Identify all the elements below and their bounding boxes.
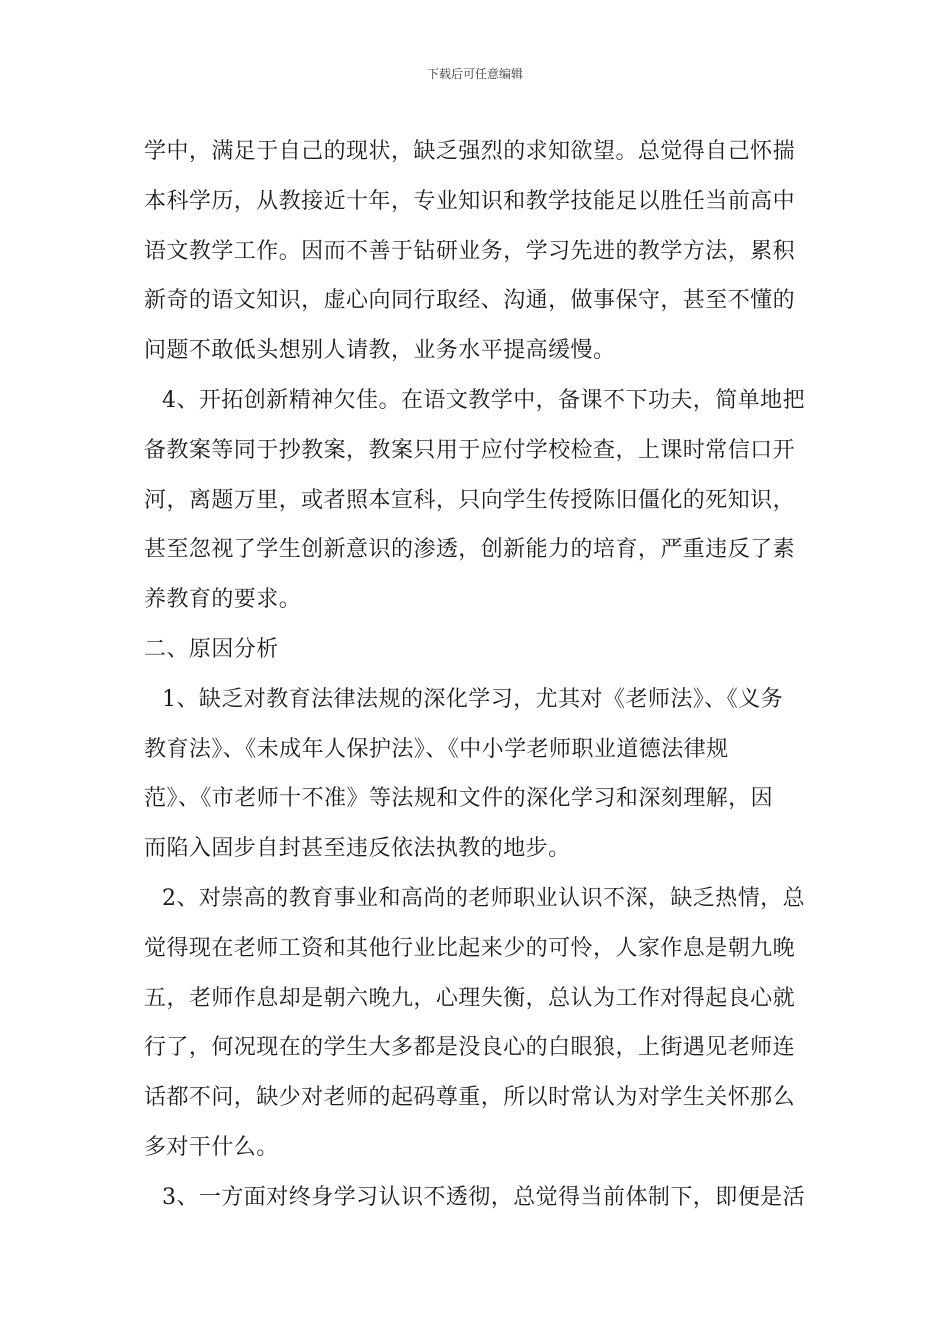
text-line: 教育法》、《未成年人保护法》、《中小学老师职业道德法律规 [144, 736, 729, 762]
text-line: 多对干什么。 [144, 1134, 279, 1160]
text-line: 4、开拓创新精神欠佳。在语文教学中，备课不下功夫，简单地把 [162, 387, 806, 413]
text-line: 河，离题万里，或者照本宣科，只向学生传授陈旧僵化的死知识， [144, 487, 796, 513]
text-line: 新奇的语文知识，虚心向同行取经、沟通，做事保守，甚至不懂的 [144, 288, 796, 314]
text-line: 学中，满足于自己的现状，缺乏强烈的求知欲望。总觉得自己怀揣 [144, 139, 796, 164]
text-line: 行了，何况现在的学生大多都是没良心的白眼狼，上街遇见老师连 [144, 1035, 796, 1061]
page-header: 下载后可任意编辑 [426, 67, 523, 81]
text-line: 本科学历，从教接近十年，专业知识和教学技能足以胜任当前高中 [144, 188, 796, 214]
text-line: 2、对崇高的教育事业和高尚的老师职业认识不深，缺乏热情，总 [162, 885, 806, 911]
text-line: 范》、《市老师十不准》等法规和文件的深化学习和深刻理解，因 [144, 786, 774, 812]
document-body [144, 127, 816, 1223]
text-line: 问题不敢低头想别人请教，业务水平提高缓慢。 [144, 338, 616, 364]
text-line: 1、缺乏对教育法律法规的深化学习，尤其对《老师法》、《义务 [162, 686, 784, 712]
text-line: 3、一方面对终身学习认识不透彻，总觉得当前体制下，即便是活 [162, 1184, 806, 1210]
text-line: 而陷入固步自封甚至违反依法执教的地步。 [144, 836, 571, 862]
text-line: 甚至忽视了学生创新意识的渗透，创新能力的培育，严重违反了素 [144, 537, 796, 563]
text-line: 二、原因分析 [144, 636, 279, 662]
text-line: 养教育的要求。 [144, 587, 302, 613]
text-line: 语文教学工作。因而不善于钻研业务，学习先进的教学方法，累积 [144, 238, 796, 264]
text-line: 备教案等同于抄教案，教案只用于应付学校检查，上课时常信口开 [144, 437, 796, 463]
text-line: 话都不问，缺少对老师的起码尊重，所以时常认为对学生关怀那么 [144, 1085, 796, 1111]
text-line: 觉得现在老师工资和其他行业比起来少的可怜，人家作息是朝九晚 [144, 935, 796, 961]
text-line: 五，老师作息却是朝六晚九，心理失衡，总认为工作对得起良心就 [144, 985, 796, 1011]
